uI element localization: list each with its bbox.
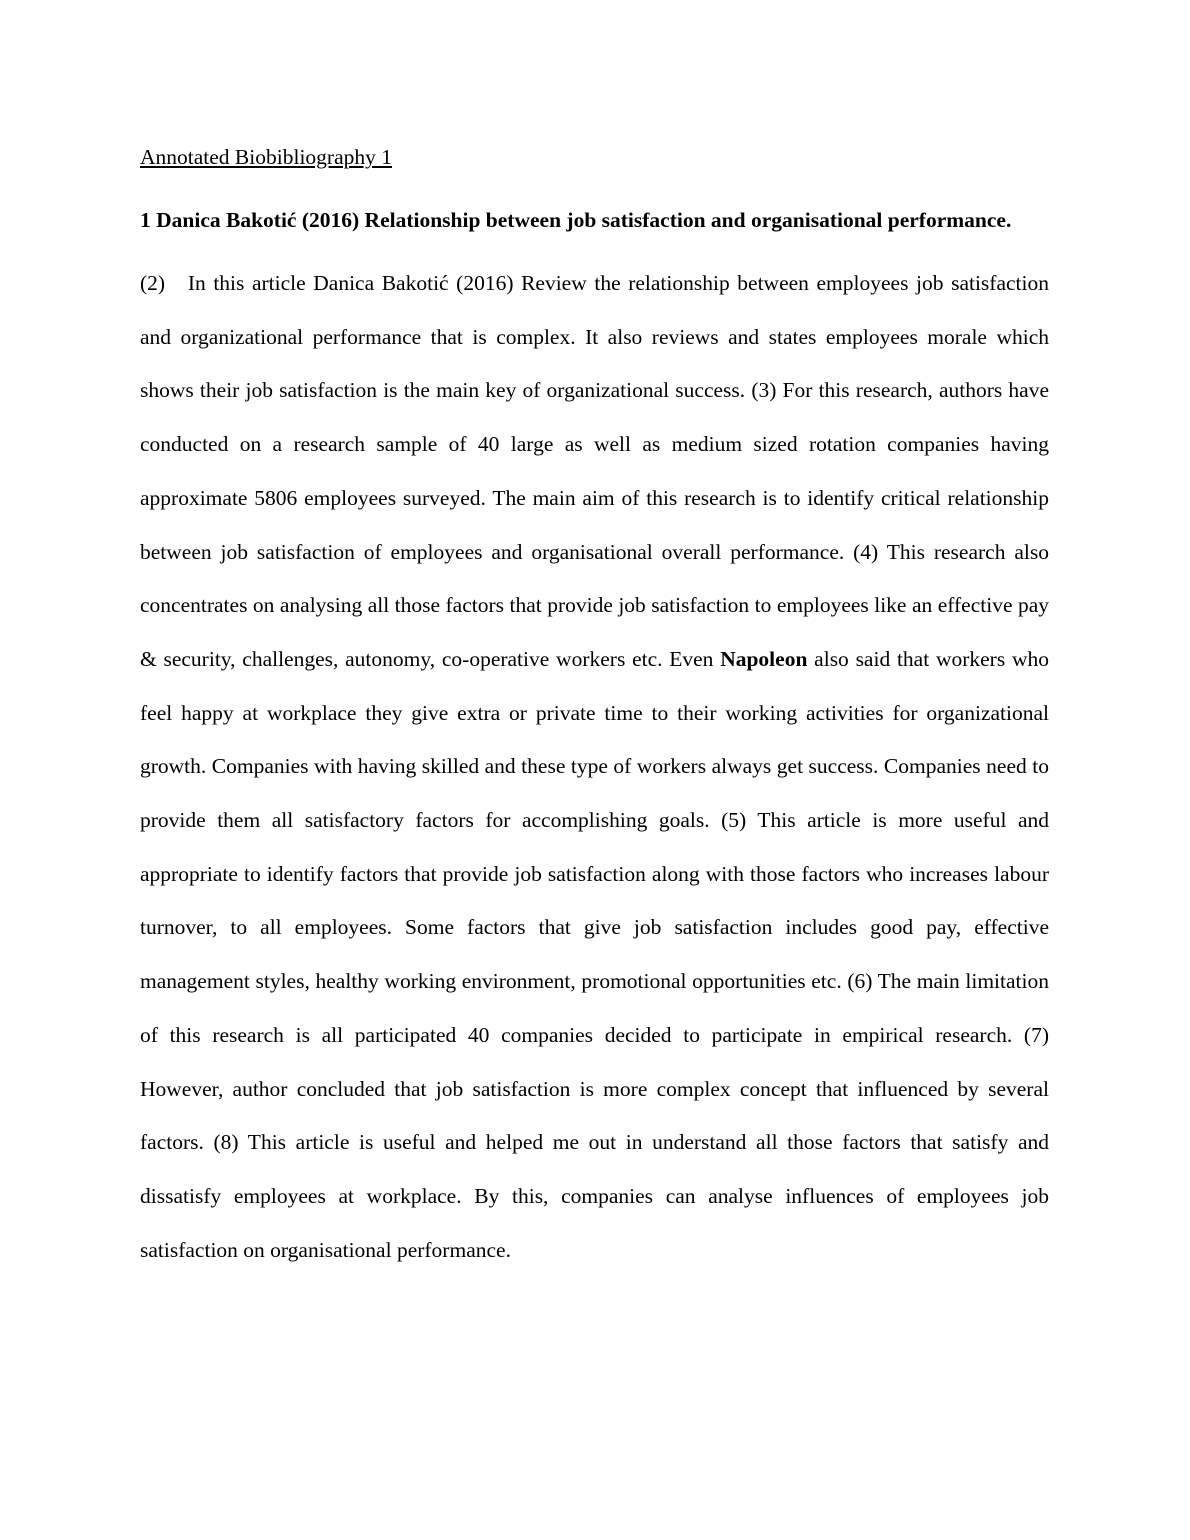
entry-heading: 1 Danica Bakotić (2016) Relationship between job satisfaction and organisational performance. xyxy=(140,208,1012,232)
entry-body-text-part1: (2) In this article Danica Bakotić (2016) Review the relationship between employees job satisfaction and organizational performance that is complex. It also reviews and states employees morale which shows their job satisfaction is the main key of organizational success. (3) For this research, authors have conducted on a research sample of 40 large as well as medium sized rotation companies having approximate 5806 employees surveyed. The main aim of this research is to identify critical relationship between job satisfaction of employees and organisational overall performance. (4) This research also concentrates on analysing all those factors that provide job satisfaction to employees like an effective pay & security, challenges, autonomy, co-operative workers etc. Even xyxy=(140,271,1049,671)
entry-body-text-part2: also said that workers who feel happy at workplace they give extra or private time to their working activities for organizational growth. Companies with having skilled and these type of workers always get success. Companies need to provide them all satisfactory factors for accomplishing goals. (5) This article is more useful and appropriate to identify factors that provide job satisfaction along with those factors who increases labour turnover, to all employees. Some factors that give job satisfaction includes good pay, effective management styles, healthy working environment, promotional opportunities etc. (6) The main limitation of this research is all participated 40 companies decided to participate in empirical research. (7) However, author concluded that job satisfaction is more complex concept that influenced by several factors. (8) This article is useful and helped me out in understand all those factors that satisfy and dissatisfy employees at workplace. By this, companies can analyse influences of employees job satisfaction on organisational performance. xyxy=(140,646,1049,1262)
document-content xyxy=(140,139,1049,1277)
document-title: Annotated Biobibliography 1 xyxy=(140,145,392,169)
entry-body xyxy=(140,257,1049,1277)
entry-body-emphasis: Napoleon xyxy=(720,646,808,671)
